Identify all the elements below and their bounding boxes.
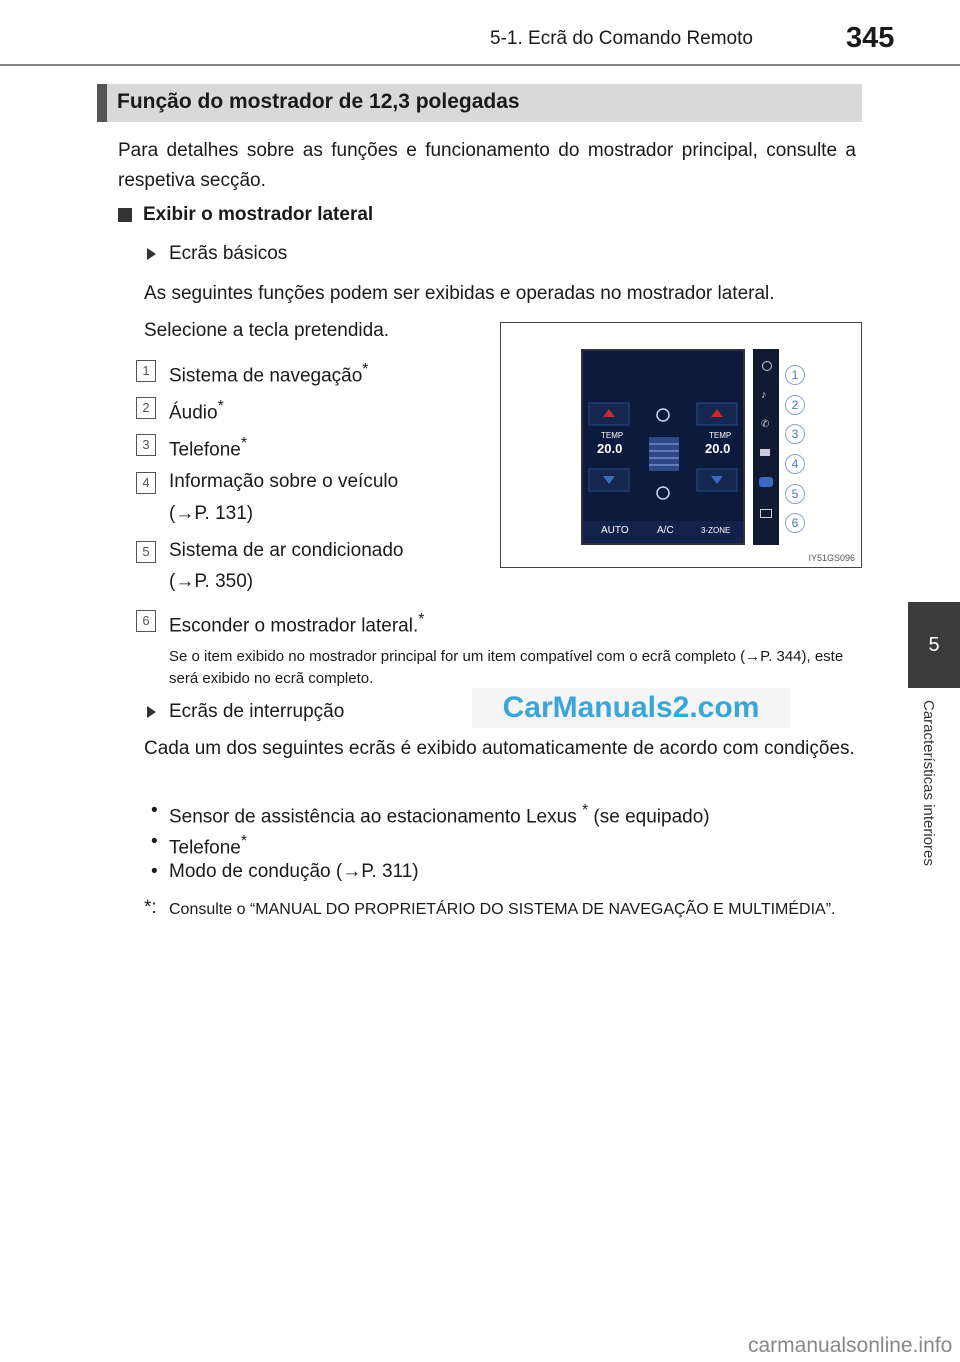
climate-screen xyxy=(581,349,745,545)
item-label: Sistema de ar condicionado xyxy=(169,540,404,561)
triangle-bullet-icon xyxy=(147,706,156,718)
item-page-link[interactable]: (→P. 131) xyxy=(169,503,254,524)
asterisk-mark: * xyxy=(362,361,369,378)
asterisk-mark: * xyxy=(217,398,224,415)
item-number: 3 xyxy=(136,434,156,456)
zone-button[interactable]: 3-ZONE xyxy=(701,526,731,535)
asterisk-mark: * xyxy=(581,802,589,819)
hide-display-icon[interactable] xyxy=(760,509,772,518)
section-intro: Para detalhes sobre as funções e funcionamento do mostrador principal, consulte a respetiva secção. xyxy=(118,140,856,191)
basic-screens-desc: As seguintes funções podem ser exibidas e operadas no mostrador lateral. xyxy=(144,283,775,304)
interrupt-screens-desc: Cada um dos seguintes ecrãs é exibido automaticamente de acordo com condições. xyxy=(144,738,855,759)
item-number: 1 xyxy=(136,360,156,382)
item-label: Esconder o mostrador lateral.* xyxy=(169,611,425,637)
square-bullet-icon xyxy=(118,208,132,222)
item-number: 4 xyxy=(136,472,156,494)
triangle-bullet-icon xyxy=(147,248,156,260)
watermark-bottom: carmanualsonline.info xyxy=(748,1334,953,1357)
item-label: Telefone* xyxy=(169,435,248,461)
temp-left-value: 20.0 xyxy=(597,441,623,456)
chapter-tab[interactable]: 5 xyxy=(908,602,960,688)
chapter-label: Características interiores xyxy=(920,700,937,866)
bullet-dot: • xyxy=(151,831,158,852)
interrupt-screens-title: Ecrãs de interrupção xyxy=(169,701,345,722)
item-label: Informação sobre o veículo xyxy=(169,471,399,492)
phone-icon[interactable]: ✆ xyxy=(761,419,770,430)
subsection-title: Exibir o mostrador lateral xyxy=(143,204,374,225)
select-key-text: Selecione a tecla pretendida. xyxy=(144,320,390,341)
temp-right-value: 20.0 xyxy=(705,441,731,456)
basic-screens-title: Ecrãs básicos xyxy=(169,243,288,264)
page-number: 345 xyxy=(846,22,895,54)
footnote-text: Consulte o “MANUAL DO PROPRIETÁRIO DO SISTEMA DE NAVEGAÇÃO E MULTIMÉDIA”. xyxy=(169,901,836,918)
asterisk-mark: * xyxy=(240,435,248,452)
figure-code: IY51GS096 xyxy=(808,553,855,563)
temp-left-label: TEMP xyxy=(601,431,624,440)
navigation-icon[interactable] xyxy=(762,361,772,371)
asterisk-mark: * xyxy=(418,611,425,628)
item-number: 5 xyxy=(136,541,156,563)
auto-button[interactable]: AUTO xyxy=(601,525,629,536)
callout-5: 5 xyxy=(785,484,805,504)
climate-icon[interactable] xyxy=(759,477,773,487)
bullet-dot: • xyxy=(151,861,158,882)
callout-4: 4 xyxy=(785,454,805,474)
footnote-mark: *: xyxy=(144,897,157,918)
ac-button[interactable]: A/C xyxy=(657,525,674,536)
bullet-dot: • xyxy=(151,800,158,821)
callout-1: 1 xyxy=(785,365,805,385)
list-item: Telefone* xyxy=(169,833,248,859)
item-page-link[interactable]: (→P. 350) xyxy=(169,571,254,592)
section-title-bar xyxy=(97,84,862,122)
section-title: Função do mostrador de 12,3 polegadas xyxy=(117,90,520,113)
item-label: Áudio* xyxy=(169,398,224,424)
temp-right-label: TEMP xyxy=(709,431,732,440)
watermark-center: CarManuals2.com xyxy=(472,688,790,728)
list-item: Sensor de assistência ao estacionamento Lexus * (se equipado) xyxy=(169,802,710,828)
callout-2: 2 xyxy=(785,395,805,415)
list-item: Modo de condução (→P. 311) xyxy=(169,861,419,882)
header-section-title: 5-1. Ecrã do Comando Remoto xyxy=(490,28,753,49)
header-rule xyxy=(0,64,960,66)
item-label: Sistema de navegação* xyxy=(169,361,369,387)
side-icon-strip xyxy=(753,349,779,545)
callout-6: 6 xyxy=(785,513,805,533)
fullscreen-note: Se o item exibido no mostrador principal for um item compatível com o ecrã completo (→P. 344), este será exibido no ecrã completo. xyxy=(169,648,844,687)
callout-3: 3 xyxy=(785,424,805,444)
item-number: 6 xyxy=(136,610,156,632)
side-display-figure xyxy=(500,322,862,568)
vehicle-info-icon[interactable] xyxy=(760,449,770,456)
item-number: 2 xyxy=(136,397,156,419)
asterisk-mark: * xyxy=(240,833,248,850)
audio-icon[interactable]: ♪ xyxy=(761,389,767,401)
